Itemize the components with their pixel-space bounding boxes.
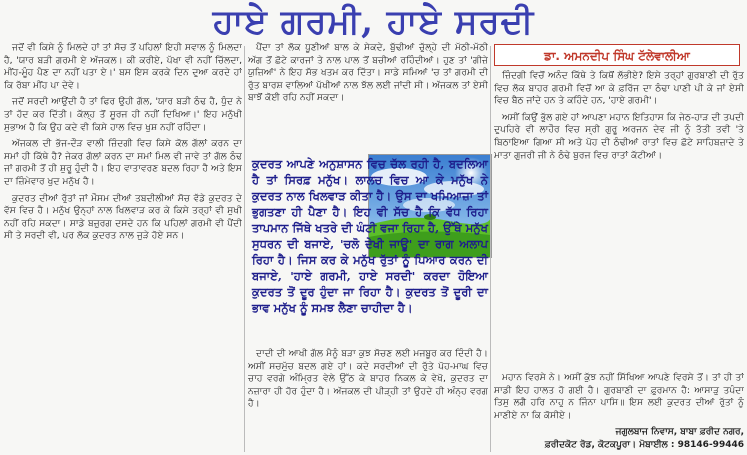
paragraph: ਮਹਾਨ ਵਿਰਸੇ ਨੇ। ਅਸੀਂ ਕੁੱਝ ਨਹੀਂ ਸਿੱਖਿਆ ਆਪਣੇ ਵਿਰਸੇ ਤੋਂ। ਤਾਂ ਹੀ ਤਾਂ ਸਾਡੀ ਇਹ ਹਾਲਤ ਹੋ ਗਈ ਹੈ। ਗੁਰਬਾਣੀ ਦਾ ਫ਼ੁਰਮਾਨ ਹੈ: ਆਸਾੜੁ ਤਪੰਦਾ ਤਿਸੁ ਲਗੈ ਹਰਿ ਨਾਹੁ ਨ ਜਿੰਨਾ ਪਾਸਿ॥ ਇਸ ਲਈ ਕੁਦਰਤ ਦੀਆਂ ਰੁੱਤਾਂ ਨੂੰ ਮਾਣੀਏ ਨਾ ਕਿ ਕੋਸੀਏ। bbox=[494, 372, 744, 421]
paragraph: ਦਾਦੀ ਦੀ ਆਖੀ ਗੱਲ ਮੈਨੂੰ ਬੜਾ ਕੁਝ ਸੋਚਣ ਲਈ ਮਜਬੂਰ ਕਰ ਦਿੰਦੀ ਹੈ। ਅਸੀਂ ਸਚਮੁੱਚ ਬਦਲ ਗਏ ਹਾਂ। ਕਦੇ ਸਰਦੀਆਂ ਦੀ ਰੁੱਤੇ ਪੋਹ-ਮਾਘ ਵਿਚ ਚਾਹ ਵਰਗੇ ਅੰਮ੍ਰਿਤ ਵੇਲੇ ਉੱਠ ਕੇ ਬਾਹਰ ਨਿਕਲ ਕੇ ਵੇਖੋ, ਕੁਦਰਤ ਦਾ ਨਜ਼ਾਰਾ ਹੀ ਹੋਰ ਹੁੰਦਾ ਹੈ। ਅੱਜਕਲ ਦੀ ਪੀੜ੍ਹੀ ਤਾਂ ਉਹਦੇ ਹੀ ਅੰਨ੍ਹ ਵਰਗ ਹੈ। bbox=[248, 348, 488, 410]
paragraph: ਜਦੋਂ ਸਰਦੀ ਆਉਂਦੀ ਹੈ ਤਾਂ ਫਿਰ ਉਹੀ ਗੱਲ, 'ਯਾਰ ਬੜੀ ਠੰਢ ਹੈ, ਧੁੰਦ ਨੇ ਤਾਂ ਹੱਦ ਕਰ ਦਿੱਤੀ। ਕੱਲ੍ਹ ਤੋਂ ਸੂਰਜ ਹੀ ਨਹੀਂ ਦਿਖਿਆ।' ਇਹ ਮਨੁੱਖੀ ਸੁਭਾਅ ਹੈ ਕਿ ਉਹ ਕਦੇ ਵੀ ਕਿਸੇ ਹਾਲ ਵਿਚ ਖੁਸ਼ ਨਹੀਂ ਰਹਿੰਦਾ। bbox=[4, 96, 242, 133]
column-3-bottom bbox=[494, 372, 744, 454]
column-3 bbox=[494, 70, 744, 370]
column-divider bbox=[490, 46, 491, 452]
column-2-top bbox=[248, 42, 488, 150]
author-address: ਜਗੁਲਬਾਜ ਨਿਵਾਸ, ਬਾਬਾ ਫ਼ਰੀਦ ਨਗਰ, bbox=[615, 427, 744, 438]
article-headline: ਹਾਏ ਗਰਮੀ, ਹਾਏ ਸਰਦੀ bbox=[212, 2, 535, 42]
column-2-bottom bbox=[248, 348, 488, 454]
author-contact: ਫ਼ਰੀਦਕੋਟ ਰੋਡ, ਕੋਟਕਪੂਰਾ। ਮੋਬਾਈਲ : 98146-99446 bbox=[544, 439, 744, 450]
paragraph: ਅੱਜਕਲ ਦੀ ਭੱਜ-ਦੌੜ ਵਾਲੀ ਜ਼ਿੰਦਗੀ ਵਿਚ ਕਿਸੇ ਕੋਲ ਗੱਲਾਂ ਕਰਨ ਦਾ ਸਮਾਂ ਹੀ ਕਿੱਥੇ ਹੈ? ਜੇਕਰ ਗੱਲਾਂ ਕਰਨ ਦਾ ਸਮਾਂ ਮਿਲ ਵੀ ਜਾਵੇ ਤਾਂ ਗੱਲ ਠੰਢ ਜਾਂ ਗਰਮੀ ਤੋਂ ਹੀ ਸ਼ੁਰੂ ਹੁੰਦੀ ਹੈ। ਇਹ ਵਾਤਾਵਰਣ ਬਦਲ ਰਿਹਾ ਹੈ ਅਤੇ ਇਸ ਦਾ ਜ਼ਿੰਮੇਵਾਰ ਖੁਦ ਮਨੁੱਖ ਹੈ। bbox=[4, 138, 242, 187]
column-divider bbox=[244, 46, 245, 452]
column-1 bbox=[4, 42, 242, 454]
paragraph: ਜ਼ਿੰਦਗੀ ਵਿਚੋਂ ਅਨੰਦ ਕਿੱਥੇ ਤੇ ਕਿਥੋਂ ਲੱਭੀਏ? ਇਸੇ ਤਰ੍ਹਾਂ ਗੁਰਬਾਣੀ ਦੀ ਰੁੱਤ ਵਿਚ ਲੋਕ ਬਾਹਰ ਗਰਮੀ ਵਿਚੋਂ ਆ ਕੇ ਫ਼ਰਿੱਜ ਦਾ ਠੰਢਾ ਪਾਣੀ ਪੀ ਕੇ ਜਾਂ ਏਸੀ ਵਿਚ ਬੈਠ ਜਾਂਦੇ ਹਨ ਤੇ ਕਹਿੰਦੇ ਹਨ, 'ਹਾਏ ਗਰਮੀ'। bbox=[494, 70, 744, 107]
paragraph: ਅਸੀਂ ਕਿਉਂ ਭੁੱਲ ਗਏ ਹਾਂ ਆਪਣਾ ਮਹਾਨ ਇਤਿਹਾਸ ਕਿ ਜੇਠ-ਹਾੜ ਦੀ ਤਪਦੀ ਦੁਪਹਿਰੇ ਵੀ ਲਾਹੌਰ ਵਿਚ ਸ੍ਰੀ ਗੁਰੂ ਅਰਜਨ ਦੇਵ ਜੀ ਨੂੰ ਤੱਤੀ ਤਵੀ 'ਤੇ ਬਿਠਾਇਆ ਗਿਆ ਸੀ ਅਤੇ ਪੋਹ ਦੀ ਠੰਢੀਆਂ ਰਾਤਾਂ ਵਿਚ ਛੋਟੇ ਸਾਹਿਬਜ਼ਾਦੇ ਤੇ ਮਾਤਾ ਗੁਜਰੀ ਜੀ ਨੇ ਠੰਢੇ ਬੁਰਜ ਵਿਚ ਰਾਤਾਂ ਕੱਟੀਆਂ। bbox=[494, 111, 744, 161]
paragraph: ਜਦੋਂ ਵੀ ਕਿਸੇ ਨੂੰ ਮਿਲਦੇ ਹਾਂ ਤਾਂ ਸੋਚ ਤੋਂ ਪਹਿਲਾਂ ਇਹੀ ਸਵਾਲ ਨੂੰ ਮਿਲਦਾ ਹੈ, 'ਯਾਰ ਬੜੀ ਗਰਮੀ ਏ ਅੱਜਕਲ। ਕੀ ਕਰੀਏ, ਪੱਖਾ ਵੀ ਨਹੀਂ ਚਿੱਲਦਾ, ਮੀਂਹ-ਮੂੰਹ ਪੈਣ ਦਾ ਨਹੀਂ ਪਤਾ ਏ।' ਬਸ ਇਸ ਕਰਕੇ ਦਿਨ ਦੁਆ ਕਰਦੇ ਹਾਂ ਕਿ ਰੱਬਾ ਮੀਂਹ ਪਾ ਦੇਵੇ। bbox=[4, 42, 242, 91]
paragraph: ਕੁਦਰਤ ਦੀਆਂ ਰੁੱਤਾਂ ਜਾਂ ਮੌਸਮ ਦੀਆਂ ਤਬਦੀਲੀਆਂ ਸੋਚ ਵੱਡੇ ਕੁਦਰਤ ਦੇ ਵੱਸ ਵਿਚ ਹੈ। ਮਨੁੱਖ ਉਨ੍ਹਾਂ ਨਾਲ ਖਿਲਵਾੜ ਕਰ ਕੇ ਕਿਸੇ ਤਰ੍ਹਾਂ ਵੀ ਸੁਖੀ ਨਹੀਂ ਰਹਿ ਸਕਦਾ। ਸਾਡੇ ਬਜ਼ੁਰਗ ਦਸਦੇ ਹਨ ਕਿ ਪਹਿਲਾਂ ਗਰਮੀ ਵੀ ਪੈਂਦੀ ਸੀ ਤੇ ਸਰਦੀ ਵੀ, ਪਰ ਲੋਕ ਕੁਦਰਤ ਨਾਲ ਜੁੜੇ ਹੋਏ ਸਨ। bbox=[4, 192, 242, 242]
pull-quote: ਕੁਦਰਤ ਆਪਣੇ ਅਨੁਸ਼ਾਸਨ ਵਿਚ ਚੱਲ ਰਹੀ ਹੈ, ਬਦਲਿਆ ਹੈ ਤਾਂ ਸਿਰਫ਼ ਮਨੁੱਖ। ਲਾਲਚ ਵਿਚ ਆ ਕੇ ਮਨੁੱਖ ਨੇ ਕੁਦਰਤ ਨਾਲ ਖਿਲਵਾੜ ਕੀਤਾ ਹੈ। ਉਸ ਦਾ ਖਮਿਆਜ਼ਾ ਤਾਂ ਭੁਗਤਣਾ ਹੀ ਪੈਣਾ ਹੈ। ਇਹ ਵੀ ਸੱਚ ਹੈ ਕਿ ਵੱਧ ਰਿਹਾ ਤਾਪਮਾਨ ਜਿੱਥੇ ਖਤਰੇ ਦੀ ਘੰਟੀ ਵਜਾ ਰਿਹਾ ਹੈ, ਉੱਥੇ ਮਨੁੱਖ ਸੁਧਰਨ ਦੀ ਬਜਾਏ, 'ਚਲੋ ਦੇਖੀ ਜਾਊ' ਦਾ ਰਾਗ ਅਲਾਪ ਰਿਹਾ ਹੈ। ਜਿਸ ਕਰ ਕੇ ਮਨੁੱਖ ਰੁੱਤਾਂ ਨੂੰ ਪਿਆਰ ਕਰਨ ਦੀ ਬਜਾਏ, 'ਹਾਏ ਗਰਮੀ, ਹਾਏ ਸਰਦੀ' ਕਰਦਾ ਹੋਇਆ ਕੁਦਰਤ ਤੋਂ ਦੂਰ ਹੁੰਦਾ ਜਾ ਰਿਹਾ ਹੈ। ਕੁਦਰਤ ਤੋਂ ਦੂਰੀ ਦਾ ਭਾਵ ਮਨੁੱਖ ਨੂੰ ਸਮਝ ਲੈਣਾ ਚਾਹੀਦਾ ਹੈ। bbox=[252, 157, 488, 315]
paragraph: ਪੈਂਦਾ ਤਾਂ ਲੋਕ ਧੂਣੀਆਂ ਬਾਲ ਕੇ ਸੇਕਦੇ, ਬੁੱਢੀਆਂ ਚੁੱਲ੍ਹੇ ਦੀ ਮੱਠੀ-ਮੱਠੀ ਅੱਗ ਤੋਂ ਛੋਟੇ ਕਾਰਜਾਂ ਤੇ ਨਾਲ ਪਾਲ ਤੋਂ ਬਚੀਆਂ ਰਹਿੰਦੀਆਂ। ਹੁਣ ਤਾਂ 'ਗੀਜ਼ੇ ਯੁਜ਼ਿਆਂ' ਨੇ ਇਹ ਸੱਭ ਖਤਮ ਕਰ ਦਿੱਤਾ। ਸਾਡੇ ਸਮਿਆਂ 'ਚ ਤਾਂ ਗਰਮੀ ਦੀ ਰੁੱਤ ਬਾਰਸ਼ ਵਾਲਿਆਂ ਪੱਖੀਆਂ ਨਾਲ ਝੱਲ ਲਈ ਜਾਂਦੀ ਸੀ। ਅੱਜਕਲ ਤਾਂ ਏਸੀ ਬਾਝੋਂ ਕੋਈ ਰਹਿ ਨਹੀਂ ਸਕਦਾ। bbox=[248, 42, 488, 104]
author-byline: ਡਾ. ਅਮਨਦੀਪ ਸਿੰਘ ਟੱਲੇਵਾਲੀਆ bbox=[494, 44, 740, 66]
